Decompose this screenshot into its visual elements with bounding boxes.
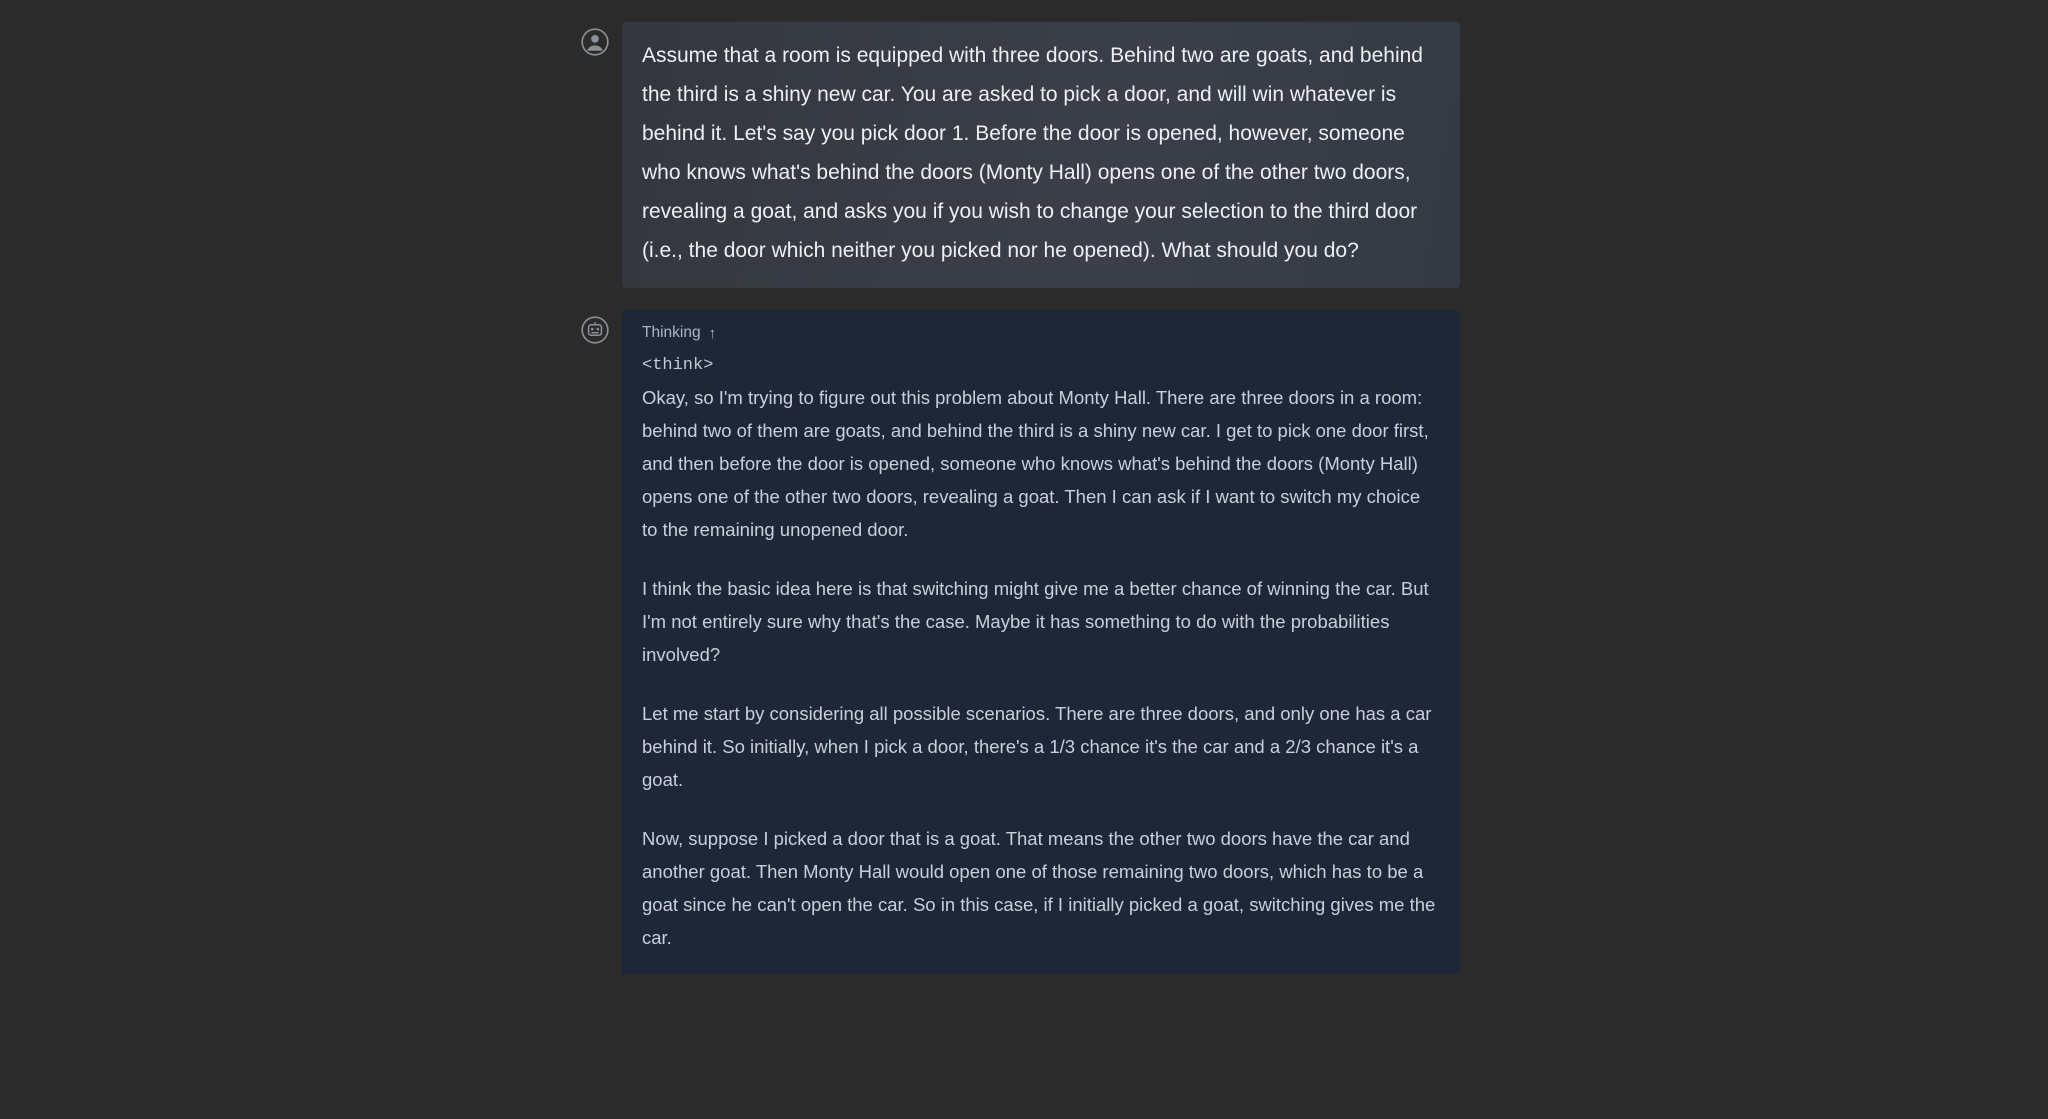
assistant-message-bubble (622, 310, 1460, 974)
thinking-label: Thinking (642, 324, 701, 341)
user-message-text: Assume that a room is equipped with three doors. Behind two are goats, and behind the third is a shiny new car. You are asked to pick a door, and will win whatever is behind it. Let's say you pick door 1. Before the door is opened, however, someone who knows what's behind the doors (Monty Hall) opens one of the other two doors, revealing a goat, and asks you if you wish to change your selection to the third door (i.e., the door which neither you picked nor he opened). What should you do? (642, 44, 1429, 262)
user-message-row (580, 22, 1460, 288)
thinking-toggle[interactable] (642, 324, 1440, 342)
robot-avatar-icon (580, 315, 610, 345)
chat-transcript (580, 0, 1460, 974)
think-open-tag: <think> (642, 356, 714, 375)
user-message-bubble (622, 22, 1460, 288)
thinking-paragraph: Okay, so I'm trying to figure out this problem about Monty Hall. There are three doors in a room: behind two of them are goats, and behind the third is a shiny new car. I get to pick one door first, and then before the door is opened, someone who knows what's behind the doors (Monty Hall) opens one of the other two doors, revealing a goat. Then I can ask if I want to switch my choice to the remaining unopened door. (642, 387, 1434, 540)
thinking-paragraph: Now, suppose I picked a door that is a goat. That means the other two doors have the car and another goat. Then Monty Hall would open one of those remaining two doors, which has to be a goat since he can't open the car. So in this case, if I initially picked a goat, switching gives me the car. (642, 828, 1441, 948)
thinking-paragraph: I think the basic idea here is that switching might give me a better chance of winning the car. But I'm not entirely sure why that's the case. Maybe it has something to do with the probabilities involved? (642, 578, 1434, 665)
thinking-paragraph: Let me start by considering all possible scenarios. There are three doors, and only one has a car behind it. So initially, when I pick a door, there's a 1/3 chance it's the car and a 2/3 chance it's a goat. (642, 703, 1437, 790)
chevron-up-icon[interactable]: ↑ (708, 324, 717, 342)
assistant-message-row (580, 310, 1460, 974)
user-avatar-icon (580, 27, 610, 57)
